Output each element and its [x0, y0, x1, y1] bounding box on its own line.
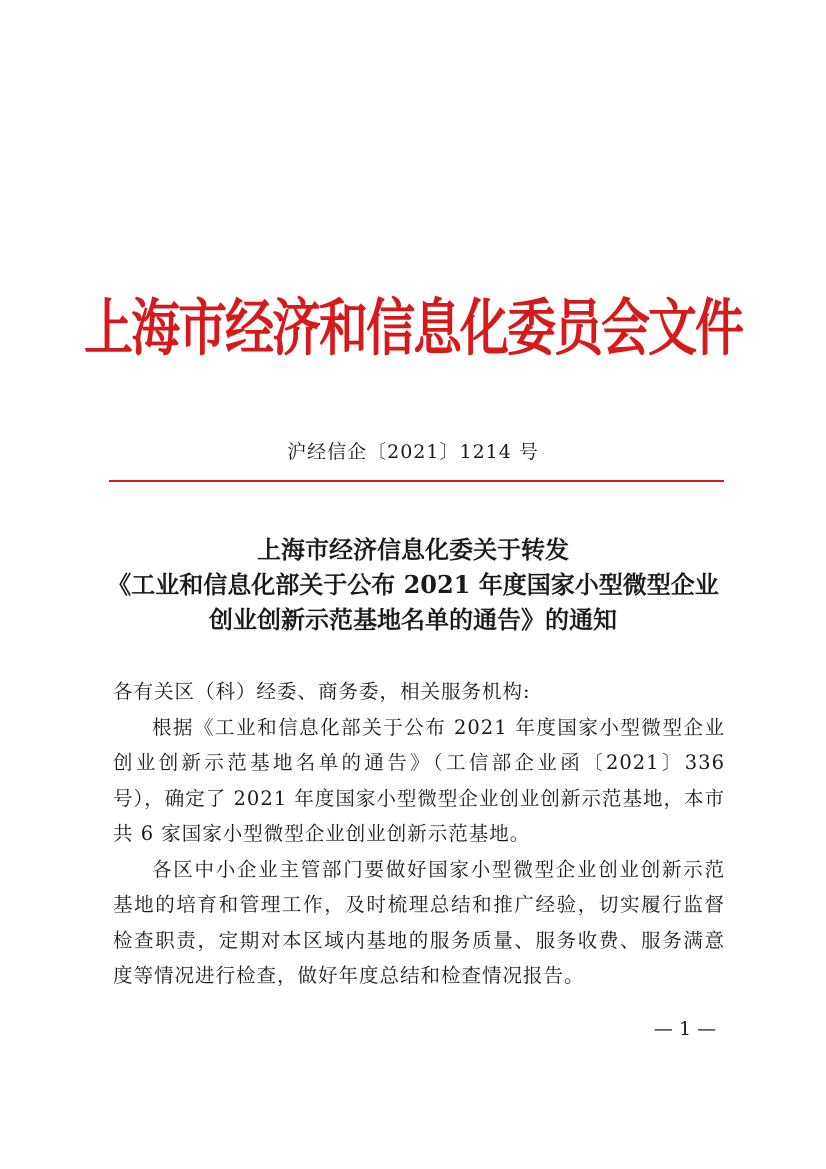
salutation: 各有关区（科）经委、商务委，相关服务机构:: [113, 680, 531, 703]
title-line-1: 上海市经济信息化委关于转发: [257, 535, 569, 564]
body-paragraph-2: 各区中小企业主管部门要做好国家小型微型企业创业创新示范基地的培育和管理工作，及时梳理总结和推广经验，切实履行监督检查职责，定期对本区域内基地的服务质量、服务收费、服务满意度等情况进行检查，做好年度总结和检查情况报告。: [113, 857, 725, 987]
agency-header: 上海市经济和信息化委员会文件: [83, 291, 742, 364]
document-title: [80, 532, 746, 637]
body-paragraph-1: 根据《工业和信息化部关于公布 2021 年度国家小型微型企业创业创新示范基地名单的通告》（工信部企业函〔2021〕336 号），确定了 2021 年度国家小型微型企业创业创新示范基地，本市共 6 家国家小型微型企业创业创新示范基地。: [113, 715, 725, 845]
document-number: 沪经信企〔2021〕1214 号: [287, 441, 539, 463]
red-divider-line: [109, 480, 724, 482]
page-number: — 1 —: [653, 1018, 717, 1040]
document-body: [113, 674, 725, 994]
title-line-2: 《工业和信息化部关于公布 2021 年度国家小型微型企业: [107, 570, 719, 599]
title-line-3: 创业创新示范基地名单的通告》的通知: [209, 605, 617, 634]
